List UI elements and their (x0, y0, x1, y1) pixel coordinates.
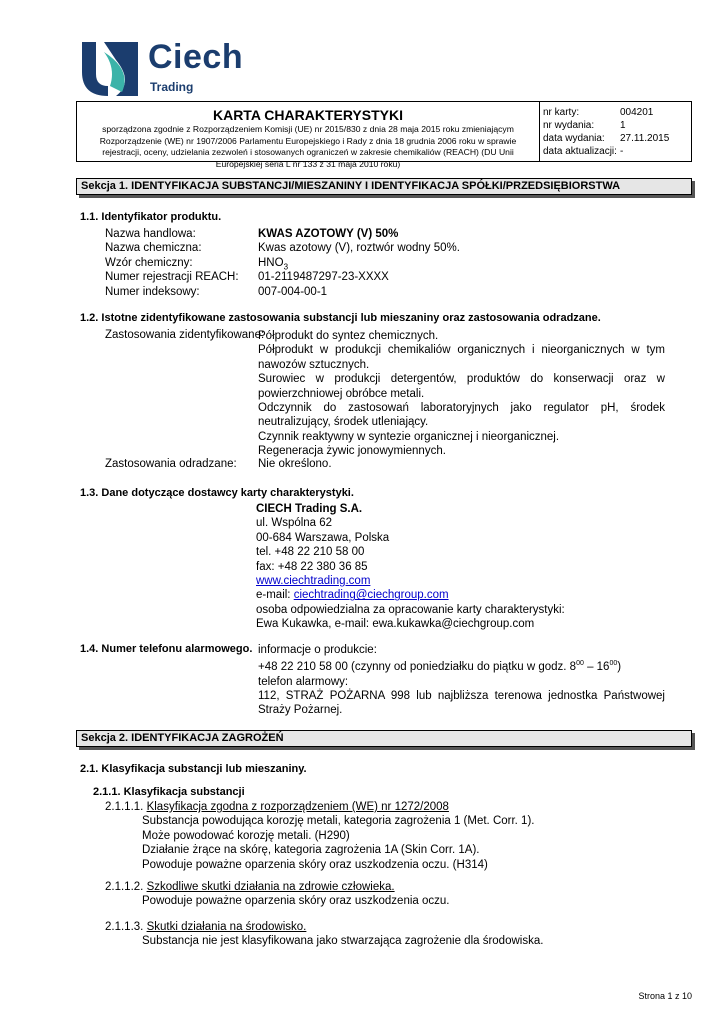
trade-name-label: Nazwa handlowa: (105, 228, 196, 240)
document-title: KARTA CHARAKTERYSTYKI (212, 107, 404, 123)
hour-superscript: 00 (609, 660, 618, 668)
index-number-value: 007-004-00-1 (258, 285, 328, 298)
hazard-line: Substancja powodująca korozję metali, kategoria zagrożenia 1 (Met. Corr. 1). (142, 815, 535, 828)
meta-value: - (620, 146, 624, 157)
subsection-1-4-heading: 1.4. Numer telefonu alarmowego. (80, 643, 253, 655)
product-info-label: informacje o produkcie: (258, 644, 377, 656)
discouraged-uses-value: Nie określono. (258, 458, 332, 470)
index-number-label: Numer indeksowy: (105, 285, 200, 298)
product-info-phone (258, 657, 665, 674)
use-item: Odczynnik do zastosowań laboratoryjnych jako regulator pH, środek neutralizujący, środek utleniający. (258, 402, 665, 429)
chemical-name-label: Nazwa chemiczna: (105, 242, 202, 255)
clause-title: Skutki działania na środowisko. (146, 921, 307, 933)
hazard-line: Powoduje poważne oparzenia skóry oraz uszkodzenia oczu. (142, 895, 450, 908)
meta-value: 1 (620, 120, 626, 131)
formula-base: HNO (258, 256, 284, 269)
subsection-2-1-heading: 2.1. Klasyfikacja substancji lub mieszaniny. (80, 763, 307, 775)
subsection-2-1-1-heading: 2.1.1. Klasyfikacja substancji (93, 786, 245, 798)
responsible-person-label: osoba odpowiedzialna za opracowanie karty charakterystyki: (256, 603, 565, 616)
page-number: Strona 1 z 10 (638, 991, 692, 1001)
meta-label: nr wydania: (543, 120, 595, 131)
use-item: Regeneracja żywic jonowymiennych. (258, 445, 446, 458)
section-2-heading: Sekcja 2. IDENTYFIKACJA ZAGROŻEŃ (76, 730, 692, 747)
classification-2-1-1-2 (105, 880, 450, 909)
alarm-phone-value: 112, STRAŻ POŻARNA 998 lub najbliższa terenowa jednostka Państwowej Straży Pożarnej. (258, 690, 665, 717)
chemical-name-value: Kwas azotowy (V), roztwór wodny 50%. (258, 242, 460, 255)
use-item: Czynnik reaktywny w syntezie organicznej i nieorganicznej. (258, 430, 560, 443)
hazard-line: Może powodować korozję metali. (H290) (142, 829, 350, 842)
meta-value: 004201 (620, 107, 654, 118)
supplier-city: 00-684 Warszawa, Polska (256, 531, 390, 544)
meta-value: 27.11.2015 (620, 133, 670, 144)
clause-number: 2.1.1.1. (105, 801, 144, 813)
classification-2-1-1-1 (105, 800, 534, 872)
phone-hours-text: – 16 (583, 661, 610, 674)
document-description: sporządzona zgodnie z Rozporządzeniem Komisji (UE) nr 2015/830 z dnia 28 maja 2015 roku zmieniającym Rozporządzenie (WE) nr 1907/2006 Parlamentu Europejskiego i Rady z dnia 18 grudnia 2006 roku w sprawie rejestracji, oceny, udzielania zezwoleń i stosowanych ograniczeń w zakresie chemikaliów (REACH) (DU Unii Europejskiej seria L nr 133 z 31 maja 2010 roku) (99, 124, 517, 169)
supplier-website-link[interactable]: www.ciechtrading.com (256, 575, 371, 588)
responsible-person: Ewa Kukawka, e-mail: ewa.kukawka@ciechgroup.com (256, 618, 535, 631)
use-item: Surowiec w produkcji detergentów, produktów do konserwacji oraz w powierzchniowej obróbce metali. (258, 373, 665, 400)
product-identifier (105, 227, 665, 302)
reach-number-value: 01-2119487297-23-XXXX (258, 271, 389, 284)
meta-label: nr karty: (543, 107, 580, 118)
reach-number-label: Numer rejestracji REACH: (105, 271, 239, 284)
clause-title: Klasyfikacja zgodna z rozporządzeniem (WE) nr 1272/2008 (146, 801, 449, 813)
email-label: e-mail: (256, 589, 294, 602)
alarm-phone-label: telefon alarmowy: (258, 675, 349, 688)
document-header (76, 101, 692, 169)
subsection-1-3-heading: 1.3. Dane dotyczące dostawcy karty charakterystyki. (80, 487, 354, 499)
subsection-1-1-heading: 1.1. Identyfikator produktu. (80, 211, 222, 223)
hazard-line: Substancja nie jest klasyfikowana jako stwarzająca zagrożenie dla środowiska. (142, 935, 544, 948)
emergency-phone-info (258, 643, 665, 718)
supplier-email-link[interactable]: ciechtrading@ciechgroup.com (293, 589, 449, 602)
use-item: Półprodukt do syntez chemicznych. (258, 330, 439, 342)
phone-hours-text: ) (617, 661, 622, 674)
supplier-street: ul. Wspólna 62 (256, 517, 333, 530)
phone-hours-text: +48 22 210 58 00 (czynny od poniedziałku do piątku w godz. 8 (258, 661, 577, 674)
identified-uses-label: Zastosowania zidentyfikowane: (105, 329, 265, 341)
hazard-line: Działanie żrące na skórę, kategoria zagrożenia 1A (Skin Corr. 1A). (142, 844, 480, 857)
hazard-line: Powoduje poważne oparzenia skóry oraz uszkodzenia oczu. (H314) (142, 858, 488, 871)
supplier-phone: tel. +48 22 210 58 00 (256, 546, 365, 559)
section-1-heading: Sekcja 1. IDENTYFIKACJA SUBSTANCJI/MIESZANINY I IDENTYFIKACJA SPÓŁKI/PRZEDSIĘBIORSTWA (76, 178, 692, 195)
formula-subscript: 3 (283, 262, 289, 272)
ciech-logo-icon (82, 42, 138, 96)
use-item: Półprodukt w produkcji chemikaliów organicznych i nieorganicznych w tym nawozów sztucznych. (258, 344, 665, 371)
meta-label: data wydania: (543, 133, 605, 144)
document-meta (543, 106, 669, 158)
discouraged-uses-label: Zastosowania odradzane: (105, 458, 237, 470)
supplier-details (256, 502, 565, 632)
subsection-1-2-heading: 1.2. Istotne zidentyfikowane zastosowania substancji lub mieszaniny oraz zastosowania odradzane. (80, 312, 601, 324)
logo-name: Ciech (148, 38, 244, 76)
meta-label: data aktualizacji: (543, 146, 617, 157)
clause-number: 2.1.1.2. (105, 881, 144, 893)
clause-number: 2.1.1.3. (105, 921, 144, 933)
identified-uses-list (258, 329, 665, 459)
trade-name-value: KWAS AZOTOWY (V) 50% (258, 228, 399, 240)
supplier-name: CIECH Trading S.A. (256, 503, 363, 515)
formula-label: Wzór chemiczny: (105, 256, 193, 269)
supplier-fax: fax: +48 22 380 36 85 (256, 560, 368, 573)
hour-superscript: 00 (576, 660, 584, 668)
clause-title: Szkodliwe skutki działania na zdrowie człowieka. (146, 881, 395, 893)
logo-subtitle: Trading (150, 80, 194, 94)
classification-2-1-1-3 (105, 920, 543, 949)
